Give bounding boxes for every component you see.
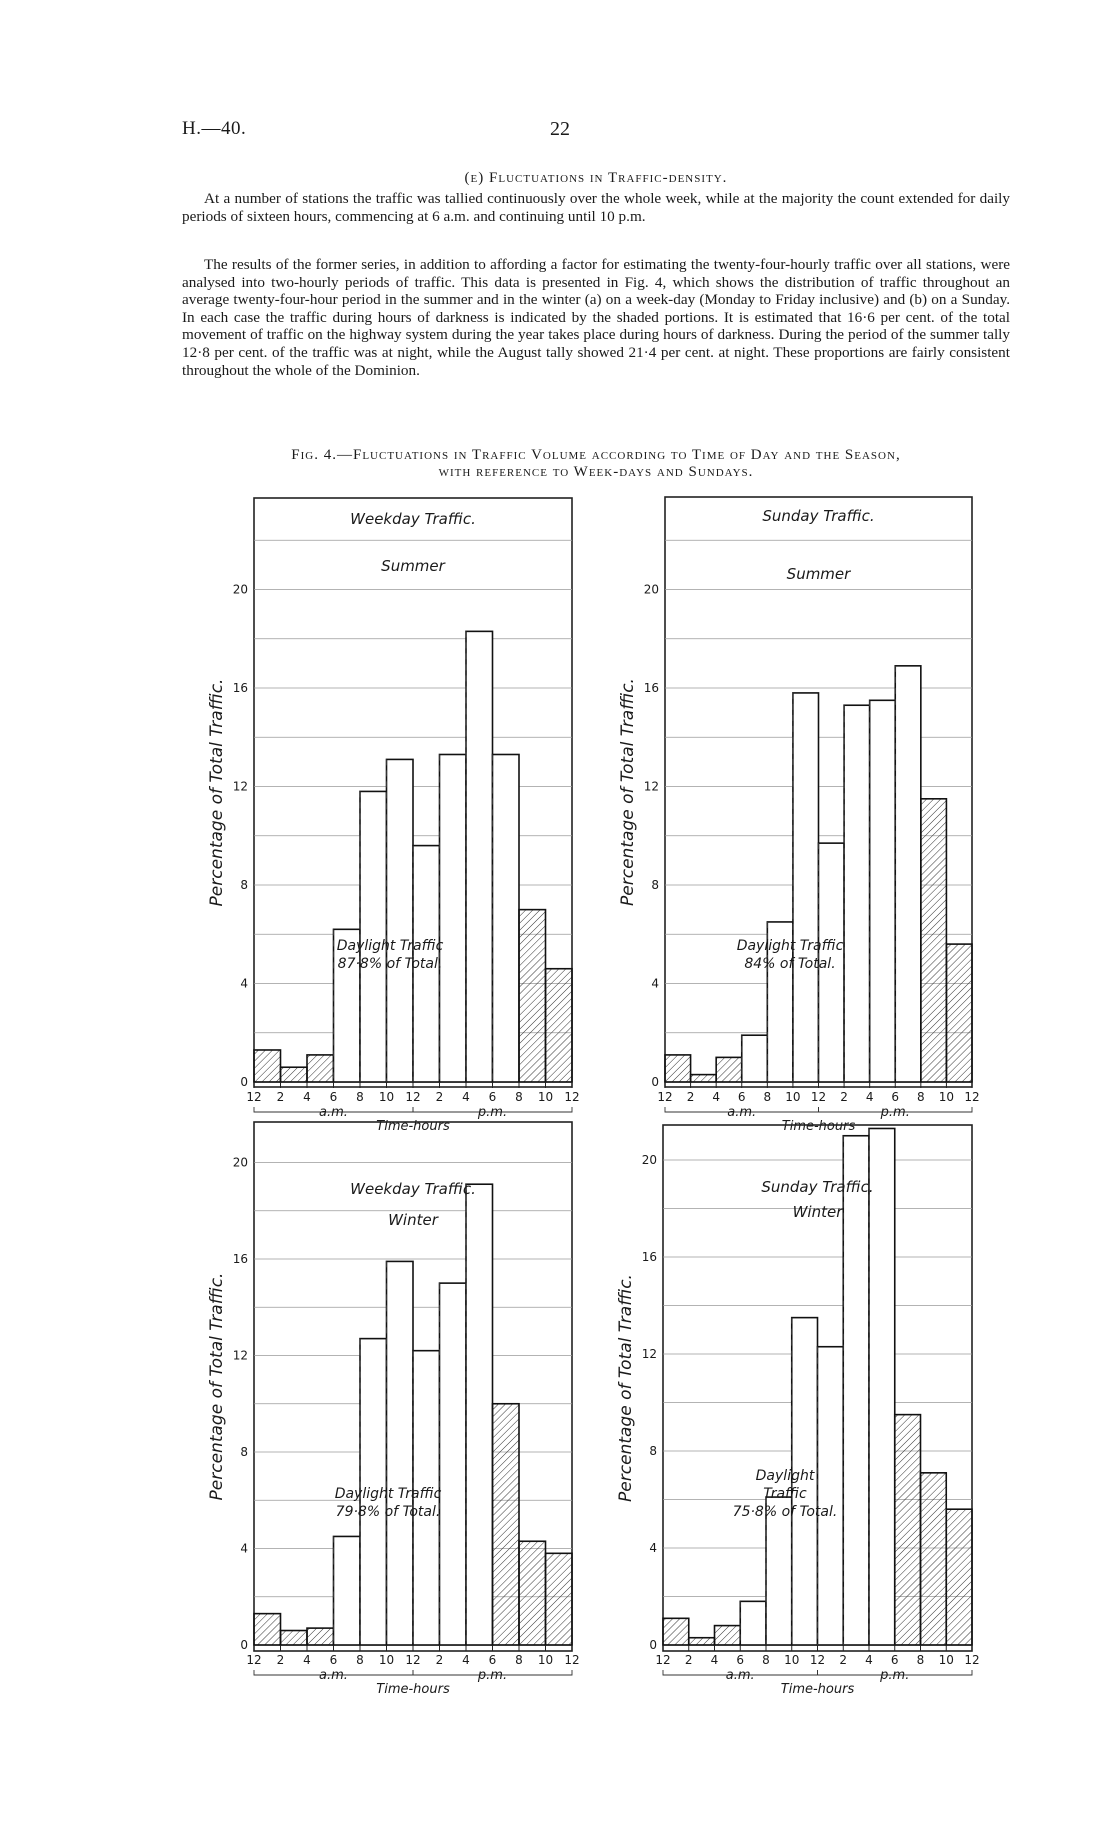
y-axis-label: Percentage of Total Traffic. [207,1272,227,1501]
bar-10 [493,754,520,1082]
y-tick-label: 4 [651,976,659,991]
x-tick-label: 10 [537,1653,554,1667]
x-tick-label: 12 [964,1653,980,1667]
figure-caption-line-1: Fig. 4.—Fluctuations in Traffic Volume according to Time of Day and the Season, [291,447,901,463]
bar-6 [387,759,414,1082]
x-tick-label: 12 [246,1653,262,1667]
panel-subtitle: Winter [388,1211,438,1229]
bar-10 [895,666,921,1082]
x-tick-label: 12 [810,1090,827,1104]
x-axis-label: Time-hours [780,1682,855,1697]
x-tick-label: 4 [462,1653,470,1667]
bar-11 [519,1541,546,1645]
panel-title: Sunday Traffic. [761,1178,874,1196]
x-tick-label: 2 [684,1653,693,1667]
x-tick-label: 6 [891,1090,900,1104]
x-tick-label: 10 [378,1653,395,1667]
annotation-line: Daylight [755,1468,815,1484]
bar-2 [281,1067,308,1082]
x-tick-label: 2 [276,1090,285,1104]
bar-8 [440,754,467,1082]
x-tick-label: 4 [865,1090,874,1104]
x-axis-label: Time-hours [376,1119,450,1134]
annotation-line: Daylight Traffic [736,938,844,954]
bar-7 [818,1347,844,1645]
panel-title: Weekday Traffic. [350,510,476,528]
y-tick-label: 20 [643,582,659,597]
y-tick-label: 12 [643,779,659,794]
panel-subtitle: Summer [786,565,851,583]
x-tick-label: 4 [712,1090,720,1104]
bar-8 [843,1136,869,1645]
bar-3 [307,1055,334,1082]
paragraph-1: At a number of stations the traffic was tallied continuously over the whole week, while at the majority the count extended for daily periods of sixteen hours, commencing at 6 a.m. and continuing until 10 p.m. [182,190,1010,225]
bar-1 [663,1618,689,1645]
x-tick-label: 12 [809,1653,826,1667]
bar-6 [387,1261,414,1645]
bar-3 [715,1626,741,1645]
figure-caption-line-2: with reference to Week-days and Sundays. [438,464,754,480]
x-tick-label: 2 [686,1090,695,1104]
bar-5 [360,791,387,1082]
x-tick-label: 12 [964,1090,980,1104]
bar-11 [921,799,947,1082]
x-tick-label: 6 [488,1090,497,1104]
x-tick-label: 4 [462,1090,470,1104]
y-tick-label: 4 [649,1541,657,1555]
panel-subtitle: Summer [381,557,445,575]
bar-9 [466,631,493,1082]
bar-1 [254,1050,281,1082]
y-tick-label: 8 [240,878,248,892]
bar-4 [334,1536,361,1645]
x-tick-label: 10 [784,1653,800,1667]
bar-1 [665,1055,691,1082]
bar-12 [546,1553,573,1645]
x-tick-label: 8 [916,1653,925,1667]
x-tick-label: 8 [763,1090,772,1104]
bar-12 [546,969,573,1082]
y-tick-label: 12 [232,1348,248,1363]
x-tick-label: 10 [938,1090,955,1104]
y-tick-label: 4 [240,1541,248,1556]
bar-6 [793,693,819,1082]
annotation-line: Traffic [763,1486,807,1502]
section-title: (e) Fluctuations in Traffic-density. [464,170,728,186]
annotation-line: Daylight Traffic [334,1486,442,1502]
y-axis-label: Percentage of Total Traffic. [618,678,638,906]
annotation-line: 75·8% of Total. [732,1504,838,1520]
y-tick-label: 0 [240,1638,248,1652]
am-label: a.m. [725,1668,755,1683]
x-tick-label: 12 [246,1090,262,1104]
x-axis-label: Time-hours [781,1119,856,1134]
annotation-line: Daylight Traffic [336,938,444,954]
x-tick-label: 6 [737,1090,746,1104]
bar-3 [716,1057,742,1082]
x-axis-label: Time-hours [376,1682,450,1697]
y-tick-label: 8 [649,1444,657,1458]
bar-11 [519,910,546,1082]
panel-title: Sunday Traffic. [762,507,875,525]
bar-9 [869,1128,895,1645]
x-tick-label: 6 [329,1653,338,1667]
y-tick-label: 20 [232,582,248,597]
y-tick-label: 8 [240,1445,248,1459]
y-tick-label: 4 [240,976,248,991]
y-tick-label: 16 [641,1250,657,1264]
x-tick-label: 8 [356,1653,364,1667]
x-tick-label: 12 [655,1653,671,1667]
am-label: a.m. [319,1668,348,1683]
am-label: a.m. [727,1105,757,1120]
x-tick-label: 6 [329,1090,338,1104]
y-tick-label: 20 [641,1153,657,1167]
chart-panel-2 [618,497,980,1134]
x-tick-label: 8 [917,1090,925,1104]
y-tick-label: 0 [651,1075,659,1089]
bar-12 [946,1509,972,1645]
x-tick-label: 4 [865,1653,873,1667]
y-tick-label: 20 [232,1155,248,1170]
y-axis-label: Percentage of Total Traffic. [207,678,227,907]
bar-1 [254,1614,281,1645]
x-tick-label: 4 [710,1653,719,1667]
y-tick-label: 8 [651,878,659,892]
chart-panel-1 [207,498,580,1134]
x-tick-label: 2 [435,1653,444,1667]
y-tick-label: 16 [232,1252,248,1266]
x-tick-label: 6 [488,1653,497,1667]
x-tick-label: 10 [785,1090,801,1104]
bar-2 [689,1638,715,1645]
panel-title: Weekday Traffic. [350,1180,476,1198]
x-tick-label: 2 [435,1090,444,1104]
x-tick-label: 4 [303,1090,311,1104]
y-tick-label: 12 [641,1347,657,1361]
x-tick-label: 2 [276,1653,285,1667]
pm-label: p.m. [880,1668,910,1683]
bar-11 [921,1473,947,1645]
panel-subtitle: Winter [792,1203,843,1221]
x-tick-label: 8 [515,1653,523,1667]
am-label: a.m. [319,1105,348,1120]
page-number: 22 [550,118,570,140]
x-tick-label: 12 [657,1090,673,1104]
x-tick-label: 12 [405,1090,421,1104]
x-tick-label: 8 [762,1653,770,1667]
annotation-line: 87·8% of Total. [337,956,443,972]
chart-panel-3 [207,1122,580,1697]
x-tick-label: 12 [564,1653,580,1667]
y-tick-label: 16 [232,681,248,695]
bar-3 [307,1628,334,1645]
bar-9 [870,700,896,1082]
bar-10 [895,1415,921,1645]
x-tick-label: 12 [564,1090,580,1104]
x-tick-label: 6 [736,1653,745,1667]
document-reference: H.—40. [182,118,247,139]
x-tick-label: 8 [356,1090,364,1104]
y-axis-label: Percentage of Total Traffic. [616,1274,636,1502]
pm-label: p.m. [477,1105,508,1120]
bar-10 [493,1404,520,1645]
y-tick-label: 0 [649,1638,657,1652]
bar-2 [691,1075,717,1082]
y-tick-label: 0 [240,1075,248,1089]
annotation-line: 79·8% of Total. [335,1504,441,1520]
annotation-line: 84% of Total. [744,956,836,972]
bar-12 [946,944,972,1082]
y-tick-label: 12 [232,779,248,794]
paragraph-2: The results of the former series, in addition to affording a factor for estimating the twenty-four-hourly traffic over all stations, were analysed into two-hourly periods of traffic. This data is presented in Fig. 4, which shows the distribution of traffic throughout an average twenty-four-hour period in the summer and in the winter (a) on a week-day (Monday to Friday inclusive) and (b) on a Sunday. In each case the traffic during hours of darkness is indicated by the shaded portions. It is estimated that 16·6 per cent. of the total movement of traffic on the highway system during the year takes place during hours of darkness. During the period of the summer tally 12·8 per cent. of the traffic was at night, while the August tally showed 21·4 per cent. at night. These proportions are fairly consistent throughout the whole of the Dominion. [182,256,1010,379]
x-tick-label: 2 [839,1653,848,1667]
x-tick-label: 6 [890,1653,899,1667]
x-tick-label: 8 [515,1090,523,1104]
x-tick-label: 10 [378,1090,395,1104]
pm-label: p.m. [880,1105,910,1120]
bar-4 [740,1601,766,1645]
bar-9 [466,1184,493,1645]
bar-8 [440,1283,467,1645]
pm-label: p.m. [477,1668,508,1683]
x-tick-label: 12 [405,1653,421,1667]
x-tick-label: 2 [840,1090,848,1104]
x-tick-label: 10 [537,1090,554,1104]
bar-2 [281,1631,308,1645]
bar-8 [844,705,870,1082]
y-tick-label: 16 [643,681,659,695]
x-tick-label: 10 [938,1653,954,1667]
chart-panel-4 [616,1125,980,1697]
bar-4 [742,1035,768,1082]
x-tick-label: 4 [303,1653,311,1667]
